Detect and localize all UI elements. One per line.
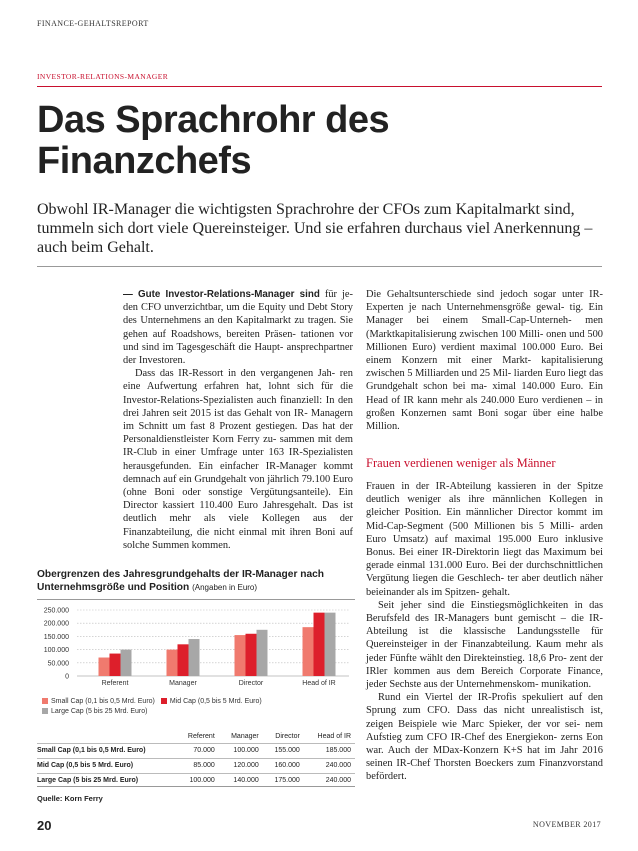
- table-header-cell: Head of IR: [317, 733, 351, 740]
- bar: [189, 639, 200, 676]
- bar: [167, 650, 178, 676]
- bar: [246, 634, 257, 676]
- y-tick-label: 0: [65, 673, 69, 681]
- table-row-label: Small Cap (0,1 bis 0,5 Mrd. Euro): [37, 744, 176, 759]
- paragraph-6: Rund ein Viertel der IR-Profis spekuliert auf den Sprung zum CFO. Dass das nicht unrealistisch ist, zeigen Beispiele wie Marc Spieker, der vor sei- nem Aufstieg zum CFO IR-Chef des Energiekon- zerns Eon war. Auch der MDax-Konzern K+S hat im Jahr 2016 seinen IR-Chef Thorsten Boeckers zum Finanzvorstand befördert.: [366, 692, 603, 783]
- chart-title: [37, 568, 347, 594]
- legend-swatch: [42, 698, 48, 704]
- y-tick-label: 100.000: [43, 647, 69, 655]
- table-cell: 185.000: [304, 744, 355, 759]
- table-header-cell: Referent: [187, 733, 215, 740]
- table-cell: 70.000: [176, 744, 219, 759]
- body-column-middle: [123, 288, 353, 552]
- source-divider: [37, 786, 355, 787]
- x-tick-label: Manager: [169, 680, 197, 687]
- table-row: [37, 759, 355, 774]
- body-column-right-top: [366, 288, 603, 433]
- issue-date: NOVEMBER 2017: [532, 820, 601, 829]
- paragraph-4: Frauen in der IR-Abteilung kassieren in der Spitze deutlich weniger als ihre männlichen Kollegen in gleicher Position. Ein männlicher Director kommt im Mid-Cap-Segment (500 Millionen bis 5 Milli- arden Euro Umsatz) auf maximal 195.000 Euro inklusive Bonus. Bei einer IR-Direktorin liegt das Maximum bei gerade einmal 131.000 Euro. Bei der durchschnittlichen Vergütung liegen die Geschlech- ter aber deutlich näher beieinander als im Spitzen- gehalt.: [366, 481, 603, 598]
- x-tick-label: Director: [238, 680, 264, 687]
- lead-rest: für je- den CFO unverzichtbar, um die Equity und Debt Story des Unternehmens an den Kapitalmarkt zu tragen. Sie gehen auf Roadshows, bereiten Präsen- tationen vor und sind im Tagesgeschäft die Haupt- ansprechpartner der Investoren.: [123, 289, 353, 367]
- article-kicker: INVESTOR-RELATIONS-MANAGER: [37, 72, 169, 81]
- kicker-divider: [37, 86, 602, 87]
- legend-swatch: [42, 708, 48, 714]
- source-note: Quelle: Korn Ferry: [37, 794, 103, 803]
- table-cell: 160.000: [263, 759, 304, 774]
- bar: [178, 644, 189, 676]
- bar: [110, 654, 121, 676]
- page-number: 20: [37, 818, 52, 833]
- legend-label: Small Cap (0,1 bis 0,5 Mrd. Euro): [51, 698, 155, 705]
- table-header-cell: [37, 727, 176, 744]
- section-label: FINANCE-GEHALTSREPORT: [37, 19, 149, 28]
- legend-item: [42, 707, 148, 717]
- table-cell: 240.000: [304, 759, 355, 774]
- chart-divider: [37, 599, 355, 600]
- lead-paragraph: [123, 288, 353, 367]
- paragraph-2: Dass das IR-Ressort in den vergangenen Jah- ren eine Aufwertung erfahren hat, lohnt sich für die Investor-Relations-Spezialisten auch finanziell: In den drei Jahren seit 2015 ist das Gehalt von IR- Managern im Schnitt um fast 8 Prozent gestiegen. Das hat der Personaldienstleister Korn Ferry zu- sammen mit dem IR-Club in einer Umfrage unter 163 IR-Spezialisten herausgefunden. Ein einfacher IR-Manager kommt demnach auf ein Grundgehalt von jährlich 79.100 Euro (ohne Boni oder sonstige Vergütungsanteile). Ein Director kassiert 110.400 Euro Jahresgehalt. Das ist deutlich mehr als viele Kollegen aus der Finanzabteilung, die nicht einmal mit ihren Boni auf solche Summen kommen.: [123, 368, 353, 551]
- legend-swatch: [161, 698, 167, 704]
- bar: [99, 658, 110, 676]
- bar-chart: [37, 602, 355, 694]
- table-cell: 155.000: [263, 744, 304, 759]
- chart-legend: [42, 697, 352, 717]
- table-cell: 120.000: [219, 759, 263, 774]
- table-header-row: [37, 727, 355, 744]
- table-cell: 175.000: [263, 774, 304, 789]
- paragraph-5: Seit jeher sind die Einstiegsmöglichkeiten in das Berufsfeld des IR-Managers bunt gemischt – die IR-Abteilung ist die klassische Landungsstelle für Quereinsteiger in der Finanzabteilung. Kaum mehr als jeder Fünfte wählt den Direkteinstieg. 18,6 Pro- zent der IRler kommen aus dem Bereich Corporate Finance, jeder Sechste aus der Unternehmenskom- munikation.: [366, 599, 603, 691]
- y-tick-label: 200.000: [43, 620, 69, 628]
- legend-label: Mid Cap (0,5 bis 5 Mrd. Euro): [169, 698, 262, 705]
- bar: [325, 613, 336, 676]
- bar: [257, 630, 268, 676]
- paragraph-3: Die Gehaltsunterschiede sind jedoch sogar unter IR-Experten je nach Unternehmensgröße gewal- tig. Ein Manager bei einem Small-Cap-Unterneh- men (Marktkapitalisierung zwischen 100 Milli- onen und 500 Millionen Euro) verdient maximal 100.000 Euro. Bei einem Konzern mit einer Markt- kapitalisierung zwischen 5 Milliarden und 25 Mil- liarden Euro liegt das Grundgehalt schon bei ma- ximal 140.000 Euro. Ein Head of IR kann mehr als 240.000 Euro verdienen – in großen Konzernen samt Boni sogar über eine halbe Million.: [366, 289, 603, 433]
- article-headline: Das Sprachrohr des Finanzchefs: [37, 99, 390, 182]
- y-tick-label: 250.000: [43, 607, 69, 615]
- deck-divider: [37, 266, 602, 267]
- table-header-cell: Director: [275, 733, 300, 740]
- x-tick-label: Head of IR: [302, 680, 336, 687]
- article-deck: Obwohl IR-Manager die wichtigsten Sprachrohre der CFOs zum Kapitalmarkt sind, tummeln sich dort viele Quereinsteiger. Und sie erfahren durchaus viel Anerkennung – auch beim Gehalt.: [37, 201, 593, 256]
- table-row-label: Mid Cap (0,5 bis 5 Mrd. Euro): [37, 759, 176, 774]
- legend-item: [42, 697, 155, 707]
- table-cell: 85.000: [176, 759, 219, 774]
- legend-item: [161, 697, 262, 707]
- y-tick-label: 50.000: [47, 660, 69, 668]
- subheading-women: Frauen verdienen weniger als Männer: [366, 456, 556, 470]
- lead-strong: — Gute Investor-Relations-Manager sind: [123, 289, 320, 300]
- body-column-right-bottom: [366, 480, 603, 784]
- table-cell: 140.000: [219, 774, 263, 789]
- legend-label: Large Cap (5 bis 25 Mrd. Euro): [51, 708, 148, 715]
- bar: [235, 635, 246, 676]
- salary-table: [37, 727, 355, 788]
- table-row-label: Large Cap (5 bis 25 Mrd. Euro): [37, 774, 176, 789]
- bar: [121, 650, 132, 676]
- bar: [314, 613, 325, 676]
- x-tick-label: Referent: [101, 680, 129, 687]
- table-row: [37, 744, 355, 759]
- table-cell: 100.000: [219, 744, 263, 759]
- table-header-cell: Manager: [231, 733, 259, 740]
- y-tick-label: 150.000: [43, 633, 69, 641]
- bar: [303, 627, 314, 676]
- chart-title-note: (Angaben in Euro): [192, 583, 258, 592]
- chart-title-text: Obergrenzen des Jahresgrundgehalts der IR-Manager nach Unternehmsgröße und Position: [37, 569, 325, 593]
- table-cell: 240.000: [304, 774, 355, 789]
- table-cell: 100.000: [176, 774, 219, 789]
